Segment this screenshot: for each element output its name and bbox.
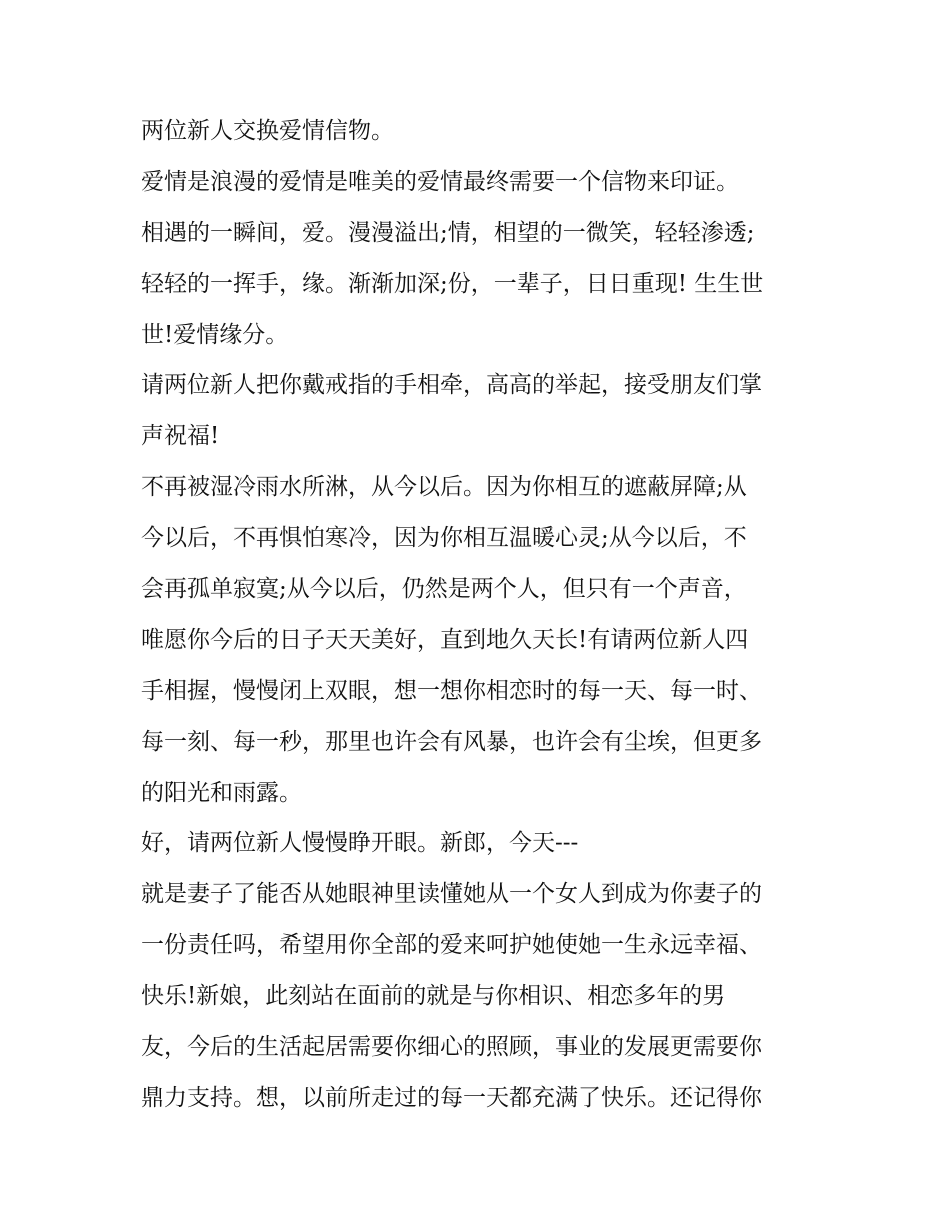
text-line: 友，今后的生活起居需要你细心的照顾，事业的发展更需要你	[141, 1034, 762, 1061]
text-line: 相遇的一瞬间，爱。漫漫溢出;情，相望的一微笑，轻轻渗透;	[141, 219, 755, 246]
text-line: 世!爱情缘分。	[141, 321, 289, 348]
text-line: 好，请两位新人慢慢睁开眼。新郎，今天---	[141, 830, 579, 857]
text-line: 就是妻子了能否从她眼神里读懂她从一个女人到成为你妻子的	[141, 881, 762, 908]
text-line: 的阳光和雨露。	[141, 779, 302, 806]
text-line: 今以后，不再惧怕寒冷，因为你相互温暖心灵;从今以后，不	[141, 525, 747, 552]
text-line: 爱情是浪漫的爱情是唯美的爱情最终需要一个信物来印证。	[141, 168, 739, 195]
text-line: 唯愿你今后的日子天天美好，直到地久天长!有请两位新人四	[141, 626, 749, 653]
document-body	[141, 106, 831, 1124]
text-line: 两位新人交换爱情信物。	[141, 118, 394, 144]
text-line: 一份责任吗，希望用你全部的爱来呵护她使她一生永远幸福、	[141, 932, 762, 959]
text-line: 轻轻的一挥手，缘。渐渐加深;份，一辈子，日日重现! 生生世	[141, 270, 764, 297]
text-line: 请两位新人把你戴戒指的手相牵，高高的举起，接受朋友们掌	[141, 372, 762, 399]
text-line: 每一刻、每一秒，那里也许会有风暴，也许会有尘埃，但更多	[141, 728, 762, 755]
text-line: 会再孤单寂寞;从今以后，仍然是两个人，但只有一个声音，	[141, 576, 747, 603]
text-line: 声祝福!	[141, 423, 220, 450]
text-line: 手相握，慢慢闭上双眼，想一想你相恋时的每一天、每一时、	[141, 677, 762, 704]
text-line: 鼎力支持。想，以前所走过的每一天都充满了快乐。还记得你	[141, 1084, 762, 1111]
text-line: 不再被湿冷雨水所淋，从今以后。因为你相互的遮蔽屏障;从	[141, 474, 747, 501]
text-line: 快乐!新娘，此刻站在面前的就是与你相识、相恋多年的男	[141, 983, 726, 1010]
